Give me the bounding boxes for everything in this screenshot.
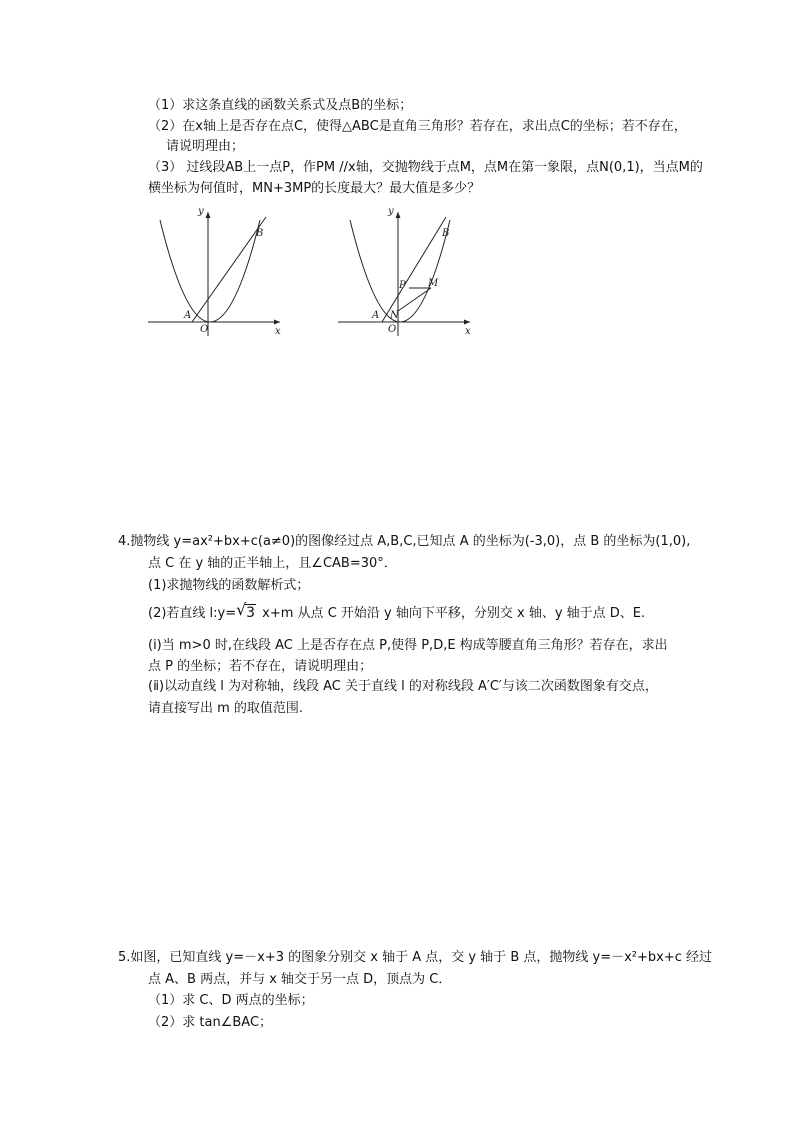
p5-stem-line-2: 点 A、B 两点，并与 x 轴交于另一点 D，顶点为 C． [148, 972, 452, 987]
fig1-parabola [160, 220, 260, 322]
p3-question-2-line-1: （2）在x轴上是否存在点C，使得△ABC是直角三角形？若存在，求出点C的坐标；若不存在， [148, 119, 687, 134]
fig1-label-b: B [256, 228, 264, 239]
p4-question-i-line-2: 点 P 的坐标；若不存在，请说明理由； [148, 659, 373, 674]
fig2-segment-nm [398, 288, 431, 311]
fig1-label-a: A [184, 310, 192, 321]
p4-question-ii-line-2: 请直接写出 m 的取值范围. [148, 701, 304, 716]
fig2-label-m: M [428, 278, 439, 289]
fig2-label-x: x [465, 326, 471, 337]
fig1-line-ab [192, 217, 266, 322]
fig2-label-o: O [388, 324, 397, 335]
p3-question-1: （1）求这条直线的函数关系式及点B的坐标； [148, 98, 413, 113]
figure-1-parabola-line [140, 200, 290, 340]
fig2-line-ab [382, 217, 446, 322]
fig1-label-o: O [200, 324, 209, 335]
p5-question-2: （2）求 tan∠BAC； [148, 1015, 273, 1030]
p4-question-1: (1)求抛物线的函数解析式； [148, 578, 310, 593]
p4-stem-line-2: 点 C 在 y 轴的正半轴上，且∠CAB=30°． [148, 556, 397, 571]
fig2-label-y: y [388, 206, 394, 217]
p4-question-i-line-1: (ⅰ)当 m>0 时,在线段 AC 上是否存在点 P,使得 P,D,E 构成等腰直角三角形？若存在，求出 [148, 638, 668, 653]
p5-stem-line-1: 5.如图，已知直线 y=－x+3 的图象分别交 x 轴于 A 点，交 y 轴于 B 点，抛物线 y=－x²+bx+c 经过 [118, 950, 713, 965]
p4-question-ii-line-1: (ⅱ)以动直线 l 为对称轴，线段 AC 关于直线 l 的对称线段 A′C′与该二次函数图象有交点， [148, 679, 658, 694]
p3-question-3-line-1: （3） 过线段AB上一点P，作PM //x轴，交抛物线于点M，点M在第一象限，点N(0,1)，当点M的 [148, 160, 703, 175]
fig1-label-y: y [198, 206, 204, 217]
fig2-label-n: N [390, 310, 399, 321]
p4-question-2 [148, 600, 646, 624]
p5-question-1: （1）求 C、D 两点的坐标； [148, 993, 314, 1008]
p3-question-3-line-2: 横坐标为何值时，MN+3MP的长度最大？最大值是多少？ [148, 181, 481, 196]
sqrt-symbol: √ 3 [236, 600, 256, 621]
p4-q2-radicand: 3 [246, 605, 256, 621]
p4-q2-prefix: (2)若直线 l:y= [148, 606, 237, 621]
p4-stem-line-1: 4.抛物线 y=ax²+bx+c(a≠0)的图像经过点 A,B,C,已知点 A 的坐标为(-3,0)，点 B 的坐标为(1,0), [118, 534, 691, 549]
figure-2-parabola-line [330, 200, 480, 340]
fig2-label-a: A [372, 310, 380, 321]
fig2-label-p: P [399, 280, 406, 291]
p3-question-2-line-2: 请说明理由； [166, 139, 245, 154]
fig2-label-b: B [442, 228, 450, 239]
p4-q2-suffix: x+m 从点 C 开始沿 y 轴向下平移，分别交 x 轴、y 轴于点 D、E. [258, 606, 646, 621]
fig1-label-x: x [275, 326, 281, 337]
